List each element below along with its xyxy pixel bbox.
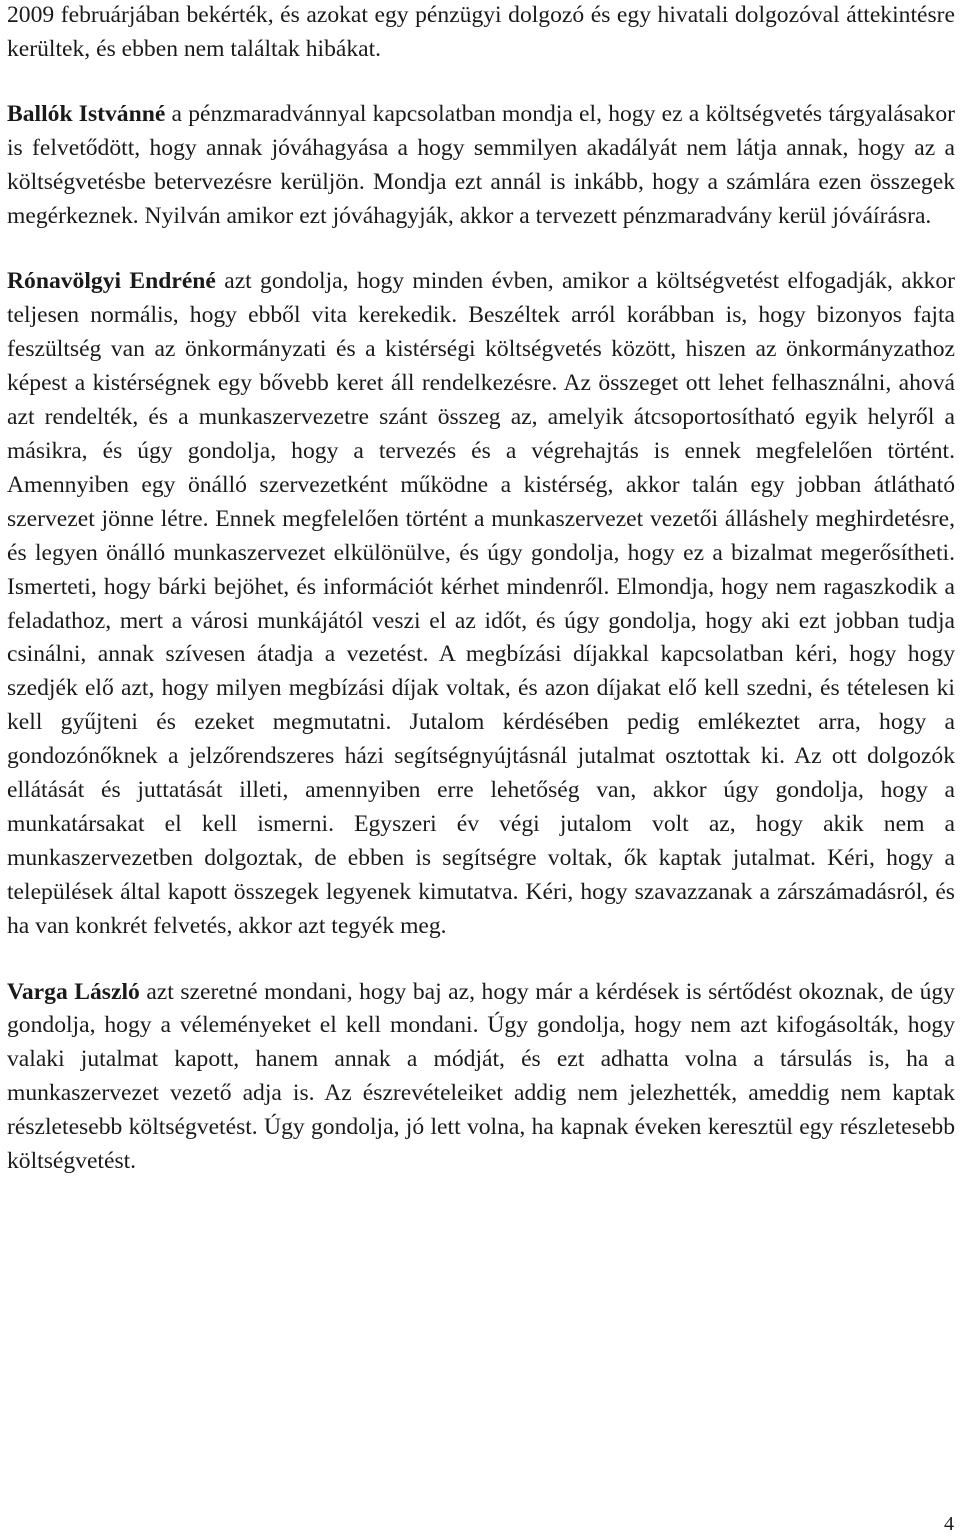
paragraph-ronavolgyi bbox=[7, 265, 955, 943]
page-number: 4 bbox=[944, 1513, 954, 1535]
document-page bbox=[7, 0, 955, 1179]
paragraph-varga bbox=[7, 976, 955, 1179]
speaker-name: Varga László bbox=[7, 978, 140, 1005]
paragraph-intro bbox=[7, 0, 955, 67]
paragraph-text: a pénzmaradvánnyal kapcsolatban mondja el, hogy ez a költségvetés tárgyalásakor is felvetődött, hogy annak jóváhagyása a hogy semmilyen akadályát nem látja annak, hogy az a költségvetésbe betervezésre kerüljön. Mondja ezt annál is inkább, hogy a számlára ezen összegek megérkeznek. Nyilván amikor ezt jóváhagyják, akkor a tervezett pénzmaradvány kerül jóváírásra. bbox=[7, 100, 955, 229]
paragraph-ballok bbox=[7, 98, 955, 234]
speaker-name: Ballók Istvánné bbox=[7, 100, 166, 127]
paragraph-text: azt szeretné mondani, hogy baj az, hogy már a kérdések is sértődést okoznak, de úgy gondolja, hogy a véleményeket el kell mondani. Úgy gondolja, hogy nem azt kifogásolták, hogy valaki jutalmat kapott, hanem annak a módját, és ezt adhatta volna a társulás is, ha a munkaszervezet vezető adja is. Az észrevételeiket addig nem jelezhették, ameddig nem kaptak részletesebb költségvetést. Úgy gondolja, jó lett volna, ha kapnak éveken keresztül egy részletesebb költségvetést. bbox=[7, 978, 955, 1175]
paragraph-text: 2009 februárjában bekérték, és azokat egy pénzügyi dolgozó és egy hivatali dolgozóval áttekintésre kerültek, és ebben nem találtak hibákat. bbox=[7, 2, 955, 62]
speaker-name: Rónavölgyi Endréné bbox=[7, 268, 216, 295]
paragraph-text: azt gondolja, hogy minden évben, amikor a költségvetést elfogadják, akkor teljesen normális, hogy ebből vita kerekedik. Beszéltek arról korábban is, hogy bizonyos fajta feszültség van az önkormányzati és a kistérségi költségvetés között, hiszen az önkormányzathoz képest a kistérségnek egy bővebb keret áll rendelkezésre. Az összeget ott lehet felhasználni, ahová azt rendelték, és a munkaszervezetre szánt összeg az, amelyik átcsoportosítható egyik helyről a másikra, és úgy gondolja, hogy a tervezés és a végrehajtás is ennek megfelelően történt. Amennyiben egy önálló szervezetként működne a kistérség, akkor talán egy jobban átlátható szervezet jönne létre. Ennek megfelelően történt a munkaszervezet vezetői álláshely meghirdetésre, és legyen önálló munkaszervezet elkülönülve, és úgy gondolja, hogy ez a bizalmat megerősítheti. Ismerteti, hogy bárki bejöhet, és információt kérhet mindenről. Elmondja, hogy nem ragaszkodik a feladathoz, mert a városi munkájától veszi el az időt, és úgy gondolja, hogy aki ezt jobban tudja csinálni, annak szívesen átadja a vezetést. A megbízási díjakkal kapcsolatban kéri, hogy hogy szedjék elő azt, hogy milyen megbízási díjak voltak, és azon díjakat elő kell szedni, és tételesen ki kell gyűjteni és ezeket megmutatni. Jutalom kérdésében pedig emlékeztet arra, hogy a gondozónőknek a jelzőrendszeres házi segítségnyújtásnál jutalmat osztottak ki. Az ott dolgozók ellátását és juttatását illeti, amennyiben erre lehetőség van, akkor úgy gondolja, hogy a munkatársakat el kell ismerni. Egyszeri év végi jutalom volt az, hogy akik nem a munkaszervezetben dolgoztak, de ebben is segítségre voltak, ők kaptak jutalmat. Kéri, hogy a települések által kapott összegek legyenek kimutatva. Kéri, hogy szavazzanak a zárszámadásról, és ha van konkrét felvetés, akkor azt tegyék meg. bbox=[7, 268, 955, 939]
